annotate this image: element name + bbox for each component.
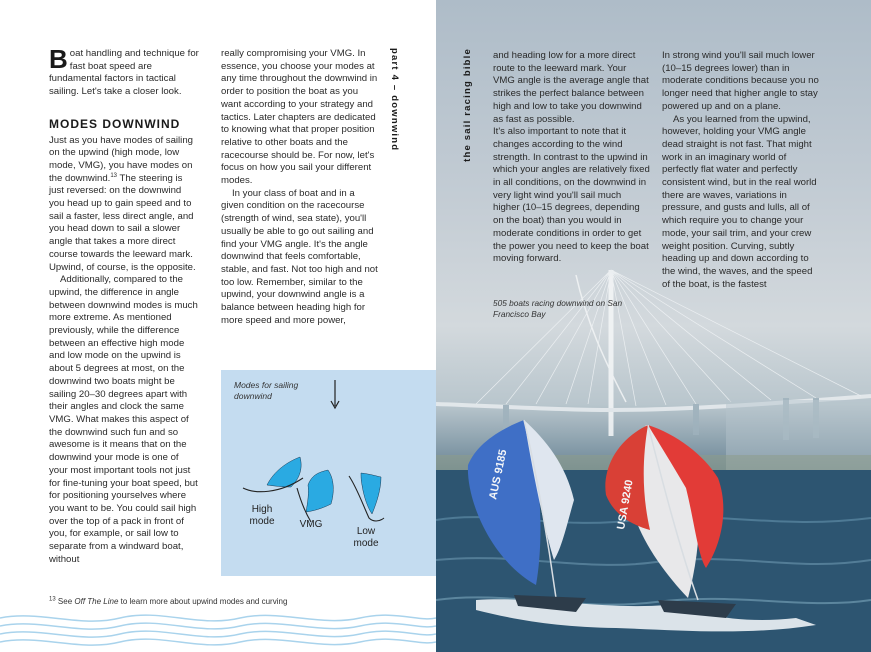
sail-number-blue: AUS 9185 (487, 448, 510, 501)
photo-caption: 505 boats racing downwind on San Francisco Bay (493, 298, 623, 319)
body-paragraph: Additionally, compared to the upwind, the difference in angle between downwind modes is much more extreme. As mentioned previously, while the difference between an effective high mode and low mode on the upwind is about 5 degrees at most, on the downwind two boats might be sailing 20–30 degrees apart with their angles and clock the same VMG. What makes this aspect of the downwind such fun and so awesome is it means that on the downwind your mode is one of your most important tools not just for fine-tuning your boat speed, but for positioning yourselves where you want to be. You could sail high over the top of a pack in front of you, for example, or sail low to separate from a windward boat, without (49, 274, 198, 565)
wave-decoration (0, 606, 436, 652)
diagram-caption: Modes for sailing downwind (234, 380, 299, 401)
intro-paragraph: Boat handling and technique for fast boat speed are fundamental factors in tactical sailing. Let's take a closer look. (49, 44, 199, 98)
body-paragraph: In your class of boat and in a given condition on the racecourse (strength of wind, sea state), you'll usually be able to go out sailing and find your VMG angle. It's the angle downwind that feels comfortable, stable, and fast. Not too high and not too low. Remember, similar to the upwind, your downwind angle is a balance between heading high for more speed and more power, (221, 187, 378, 326)
body-paragraph: and heading low for a more direct route to the leeward mark. Your VMG angle is the average angle that strikes the perfect balance between high and low to take you downwind as fast as possible. (493, 50, 649, 125)
label-high-mode: High mode (249, 504, 275, 527)
body-paragraph: In strong wind you'll sail much lower (10–15 degrees lower) than in moderate conditions because you no longer need that higher angle to stay powered up and on a plane. (662, 50, 819, 112)
modes-diagram (221, 370, 436, 576)
label-low-mode: Low mode (353, 526, 379, 549)
left-column-2 (221, 48, 378, 327)
diagram-graphic (221, 370, 436, 576)
right-page (436, 0, 871, 652)
footnote: $^{13}$ See Off The Line to learn more about upwind modes and curving (49, 596, 288, 606)
label-vmg: VMG (299, 519, 323, 530)
left-column-1 (49, 44, 199, 566)
vmg-sail (306, 470, 333, 512)
body-paragraph: It's also important to note that it changes according to the wind strength. In contrast to the upwind in which your angles are relatively fixed in all conditions, on the downwind in very light wind you'll sail much higher (10–15 degrees, depending on the boat) than you would in moderate conditions in order to get the power you need to keep the boat moving forward. (493, 126, 650, 265)
running-head-right: the sail racing bible (462, 48, 473, 162)
wind-arrow (331, 380, 339, 408)
footnote-marker: 13 (110, 172, 118, 179)
drop-cap: B (49, 44, 68, 74)
body-paragraph: As you learned from the upwind, however, holding your VMG angle dead straight is not fast. That might work in an imaginary world of perfectly flat water and perfectly consistent wind, but in the real world there are waves, variations in pressure, and gusts and lulls, all of which require you to change your mode, your sail trim, and your crew weight position. Curving, subtly heading up and down according to the wind, the waves, and the speed of the boat, is the fastest (662, 113, 817, 290)
body-paragraph: Just as you have modes of sailing on the upwind (high mode, low mode, VMG), you have modes on the downwind.$^{13}$ The steering is just reversed: on the downwind you head up to gain speed and to sail a faster, less direct angle, and you head down to sail a slower angle that takes a more direct course towards the leeward mark. Upwind, of course, is the opposite. (49, 134, 196, 273)
sail-numbers (436, 0, 871, 652)
body-paragraph: really compromising your VMG. In essence, you choose your modes at any time throughout the downwind in order to position the boat as you want according to your strategy and tactics. Later chapters are dedicated to knowing what that proper position relative to other boats and the racecourse should be. For now, let's focus on how you sail your different modes. (221, 48, 378, 187)
running-head-left: part 4 – downwind (389, 48, 400, 152)
section-heading: MODES DOWNWIND (49, 116, 181, 131)
sail-number-red: USA 9240 (615, 478, 636, 531)
